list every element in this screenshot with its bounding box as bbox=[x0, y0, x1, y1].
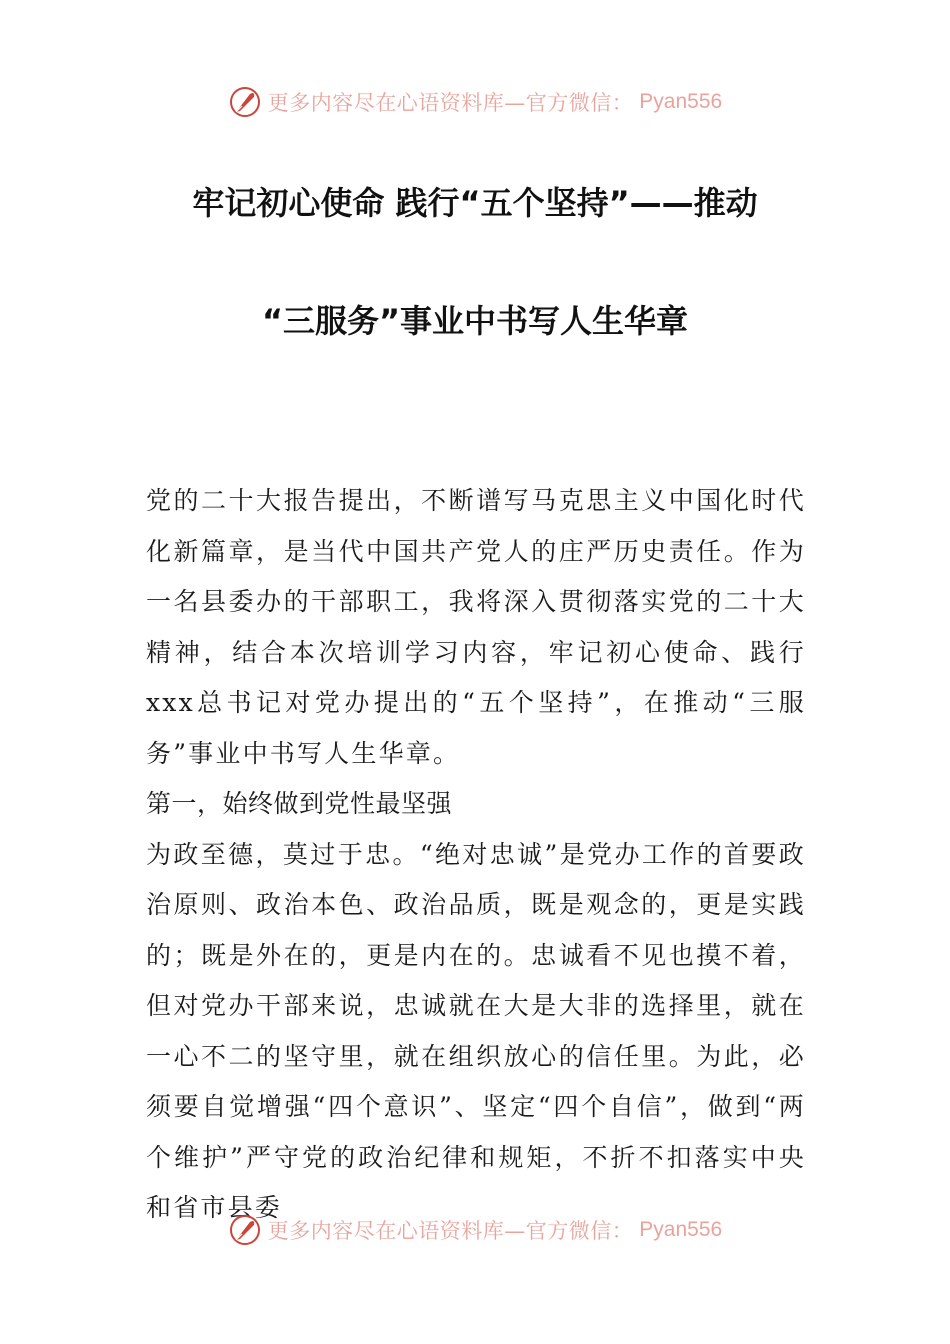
watermark-banner-top bbox=[0, 82, 950, 122]
paragraph-intro: 党的二十大报告提出，不断谱写马克思主义中国化时代化新篇章，是当代中国共产党人的庄严历史责任。作为一名县委办的干部职工，我将深入贯彻落实党的二十大精神，结合本次培训学习内容，牢记初心使命、践行xxx总书记对党办提出的“五个坚持”，在推动“三服务”事业中书写人生华章。 bbox=[146, 486, 806, 768]
watermark-wechat-id: Pyan556 bbox=[639, 90, 723, 113]
watermark-banner-bottom bbox=[0, 1210, 950, 1250]
document-body bbox=[146, 476, 806, 1234]
document-title-line-1: 牢记初心使命 践行“五个坚持”——推动 bbox=[192, 184, 758, 222]
watermark-text: 更多内容尽在心语资料库—官方微信： bbox=[267, 1219, 634, 1243]
quill-logo-icon bbox=[228, 1213, 262, 1247]
quill-logo-icon bbox=[228, 85, 262, 119]
section-heading-first: 第一，始终做到党性最坚强 bbox=[146, 789, 453, 818]
watermark-text: 更多内容尽在心语资料库—官方微信： bbox=[267, 91, 634, 115]
document-title-line-2: “三服务”事业中书写人生华章 bbox=[261, 302, 689, 340]
paragraph-loyalty: 为政至德，莫过于忠。“绝对忠诚”是党办工作的首要政治原则、政治本色、政治品质，既是观念的，更是实践的；既是外在的，更是内在的。忠诚看不见也摸不着，但对党办干部来说，忠诚就在大是大非的选择里，就在一心不二的坚守里，就在组织放心的信任里。为此，必须要自觉增强“四个意识”、坚定“四个自信”，做到“两个维护”严守党的政治纪律和规矩，不折不扣落实中央和省市县委 bbox=[146, 839, 806, 1222]
watermark-wechat-id: Pyan556 bbox=[639, 1218, 723, 1241]
